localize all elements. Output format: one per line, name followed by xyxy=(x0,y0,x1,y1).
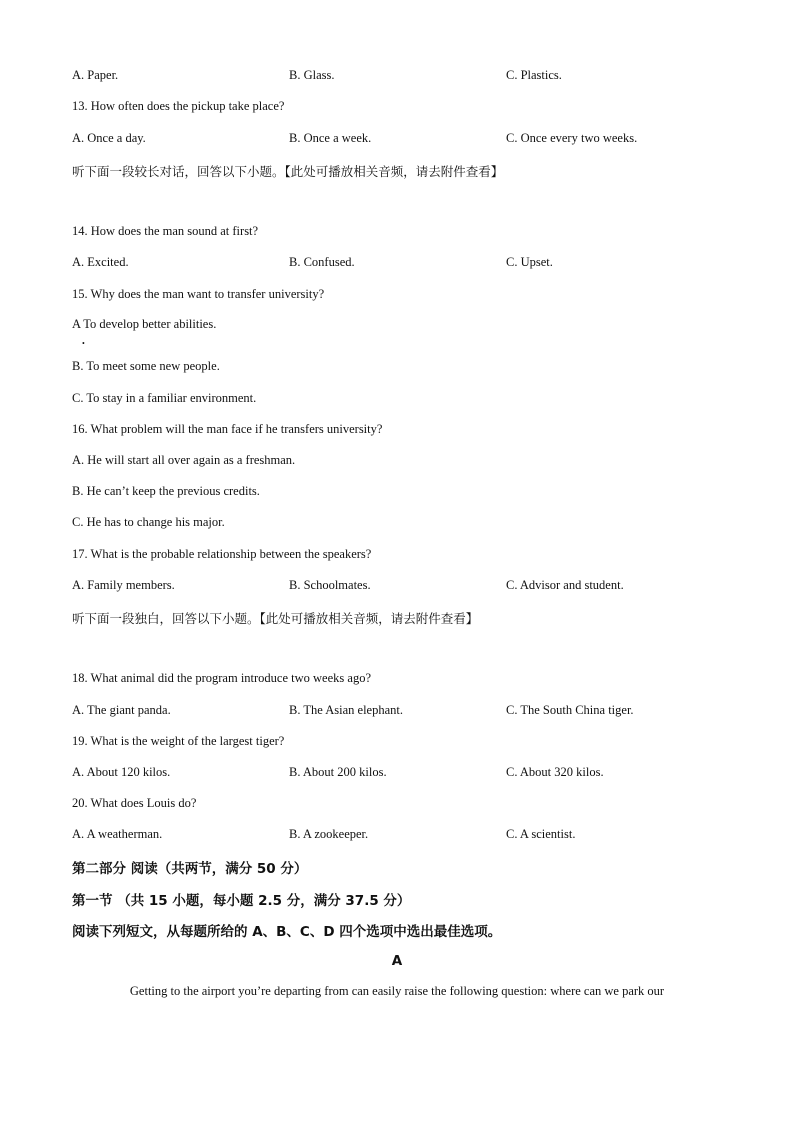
q15-option-b: B. To meet some new people. xyxy=(72,359,220,373)
q18-options xyxy=(0,703,794,721)
q20-options xyxy=(0,827,794,845)
q16-question: 16. What problem will the man face if he transfers university? xyxy=(72,422,383,436)
q12-option-c: C. Plastics. xyxy=(506,68,562,82)
q16-option-a: A. He will start all over again as a freshman. xyxy=(72,453,296,467)
q14-option-b: B. Confused. xyxy=(289,255,355,269)
q17-option-b: B. Schoolmates. xyxy=(289,578,371,592)
q20-option-c: C. A scientist. xyxy=(506,827,576,841)
q17-question: 17. What is the probable relationship between the speakers? xyxy=(72,547,372,561)
q17-option-a: A. Family members. xyxy=(72,578,175,592)
q12-options xyxy=(0,68,794,86)
q18-option-c: C. The South China tiger. xyxy=(506,703,634,717)
q14-option-c: C. Upset. xyxy=(506,255,553,269)
passage-first-line: Getting to the airport you’re departing from can easily raise the following question: where can we park our xyxy=(129,984,665,998)
q13-option-c: C. Once every two weeks. xyxy=(506,131,638,145)
section1-heading: 第一节 （共 15 小题，每小题 2.5 分，满分 37.5 分） xyxy=(72,893,411,909)
q18-question: 18. What animal did the program introduce two weeks ago? xyxy=(72,671,371,685)
q15-option-a: A To develop better abilities. xyxy=(72,317,217,331)
q14-question: 14. How does the man sound at first? xyxy=(72,224,259,238)
q20-option-a: A. A weatherman. xyxy=(72,827,163,841)
stray-dot: • xyxy=(82,339,85,348)
instruction-monologue: 听下面一段独白，回答以下小题。【此处可播放相关音频，请去附件查看】 xyxy=(72,611,479,626)
reading-instruction: 阅读下列短文，从每题所给的 A、B、C、D 四个选项中选出最佳选项。 xyxy=(72,924,502,940)
q13-question: 13. How often does the pickup take place? xyxy=(72,99,285,113)
q13-options xyxy=(0,131,794,149)
q14-option-a: A. Excited. xyxy=(72,255,129,269)
q15-option-c: C. To stay in a familiar environment. xyxy=(72,391,257,405)
q13-option-b: B. Once a week. xyxy=(289,131,372,145)
q17-option-c: C. Advisor and student. xyxy=(506,578,624,592)
q16-option-b: B. He can’t keep the previous credits. xyxy=(72,484,260,498)
q20-option-b: B. A zookeeper. xyxy=(289,827,369,841)
q19-option-c: C. About 320 kilos. xyxy=(506,765,604,779)
q16-option-c: C. He has to change his major. xyxy=(72,515,225,529)
q18-option-a: A. The giant panda. xyxy=(72,703,171,717)
q12-option-a: A. Paper. xyxy=(72,68,119,82)
q20-question: 20. What does Louis do? xyxy=(72,796,197,810)
q19-options xyxy=(0,765,794,783)
q19-option-b: B. About 200 kilos. xyxy=(289,765,387,779)
q18-option-b: B. The Asian elephant. xyxy=(289,703,403,717)
passage-label: A xyxy=(391,953,403,969)
q15-question: 15. Why does the man want to transfer university? xyxy=(72,287,325,301)
q17-options xyxy=(0,578,794,596)
q14-options xyxy=(0,255,794,273)
part2-heading: 第二部分 阅读（共两节，满分 50 分） xyxy=(72,861,308,877)
q13-option-a: A. Once a day. xyxy=(72,131,146,145)
q19-option-a: A. About 120 kilos. xyxy=(72,765,171,779)
instruction-dialogue: 听下面一段较长对话，回答以下小题。【此处可播放相关音频，请去附件查看】 xyxy=(72,164,504,179)
q19-question: 19. What is the weight of the largest tiger? xyxy=(72,734,285,748)
q12-option-b: B. Glass. xyxy=(289,68,335,82)
